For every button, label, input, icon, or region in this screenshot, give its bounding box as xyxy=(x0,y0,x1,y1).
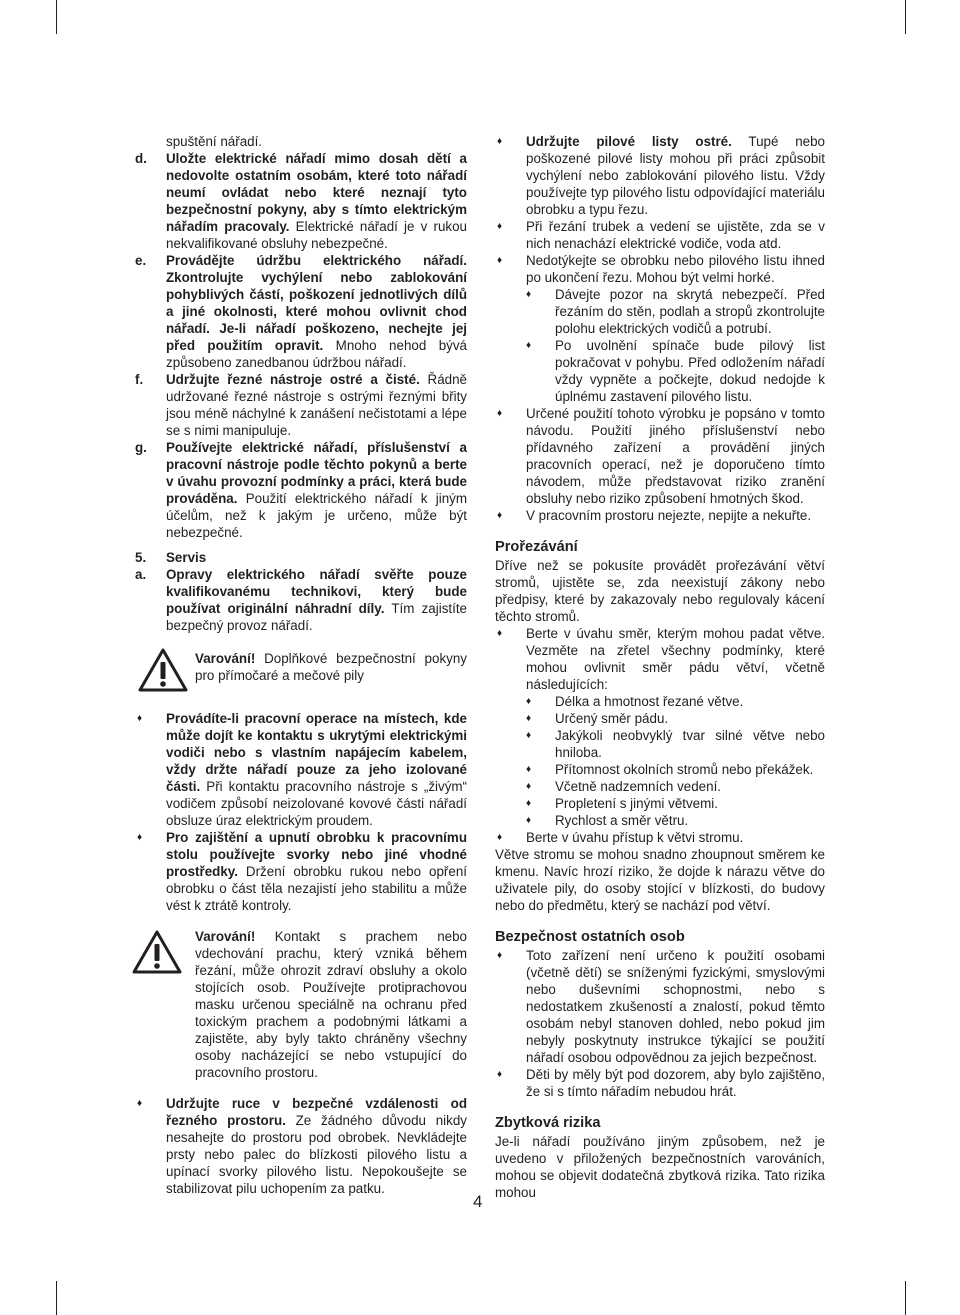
sub-bullet-item: ♦ Dávejte pozor na skrytá nebezpečí. Před řezáním do stěn, podlah a stropů zkontrolujte polohu elektrických vodičů a potrubí. xyxy=(526,287,825,336)
bullet-diamond-icon: ♦ xyxy=(497,950,503,961)
bullet-diamond-icon: ♦ xyxy=(497,136,503,147)
item-label: d. xyxy=(135,151,147,166)
section-servis xyxy=(135,549,467,566)
bullet-item: ♦ Určené použití tohoto výrobku je popsáno v tomto návodu. Použití jiného příslušenství nebo přídavného zařízení a provádění jiných pracovních operací, než je doporučeno tímto návodem, může představovat riziko zranění obsluhy nebo riziko způsobení hmotných škod. xyxy=(497,406,825,506)
bullet-diamond-icon: ♦ xyxy=(497,510,503,521)
crop-mark xyxy=(905,1281,906,1315)
bullet-diamond-icon: ♦ xyxy=(497,221,503,232)
bullet-diamond-icon: ♦ xyxy=(137,1098,143,1109)
warning-icon xyxy=(138,648,188,692)
bullet-diamond-icon: ♦ xyxy=(526,815,532,826)
bullet-item: ♦ Berte v úvahu směr, kterým mohou padat větve. Vezměte na zřetel všechny podmínky, které mohou ovlivnit směr pádu větví, včetně následujících: xyxy=(497,626,825,692)
bullet-diamond-icon: ♦ xyxy=(137,832,143,843)
bullet-diamond-icon: ♦ xyxy=(497,832,503,843)
right-column xyxy=(495,133,825,1201)
bullet-diamond-icon: ♦ xyxy=(526,696,532,707)
sub-bullet-item: ♦ Po uvolnění spínače bude pilový list pokračovat v pohybu. Před odložením nářadí vždy vypněte a počkejte, dokud nedojde k úplnému zastavení pilového listu. xyxy=(526,338,825,404)
bullet-item: ♦ Berte v úvahu přístup k větvi stromu. xyxy=(497,830,744,845)
warning-block: Varování! Kontakt s prachem nebo vdechování prachu, který vzniká během řezání, může ohrozit zdraví obsluhy a okolo stojících osob. Používejte protiprachovou masku určenou speciálně na ochranu před toxickým prachem a podobnými látkami a zajistěte, aby byly takto chráněny všechny osoby nacházející se nebo vstupující do pracovního prostoru. xyxy=(135,928,467,1081)
crop-mark xyxy=(905,0,906,34)
page-number: 4 xyxy=(473,1192,483,1211)
bullet-item: ♦ Pro zajištění a upnutí obrobku k pracovnímu stolu používejte svorky nebo jiné vhodné prostředky. Držení obrobku rukou nebo opření obrobku o část těla nezajistí jeho stabilitu a může vést k ztrátě kontroly. xyxy=(137,830,467,913)
section-title: Servis xyxy=(166,550,207,565)
section-heading: Zbytková rizika xyxy=(495,1115,601,1131)
bullet-diamond-icon: ♦ xyxy=(526,340,532,351)
bullet-item: ♦ Provádíte-li pracovní operace na místech, kde může dojít ke kontaktu s ukrytými elektrickými vodiči nebo s vlastním napájecím kabelem, vždy držte nářadí pouze za jeho izolované části. Při kontaktu pracovního nástroje s „živým“ vodičem způsobí neizolované kovové části nářadí obsluze úraz elektrickým proudem. xyxy=(137,711,467,828)
paragraph: Je-li nářadí používáno jiným způsobem, než je uvedeno v přiložených bezpečnostních varováních, mohou se objevit dodatečná zbytková rizika. Tato rizika mohou xyxy=(495,1134,825,1200)
bullet-diamond-icon: ♦ xyxy=(526,713,532,724)
bullet-diamond-icon: ♦ xyxy=(526,730,532,741)
bullet-diamond-icon: ♦ xyxy=(526,289,532,300)
bullet-diamond-icon: ♦ xyxy=(497,1069,503,1080)
crop-mark xyxy=(56,0,57,34)
bullet-item: ♦ Nedotýkejte se obrobku nebo pilového listu ihned po ukončení řezu. Mohou být velmi horké. xyxy=(497,253,825,285)
bullet-diamond-icon: ♦ xyxy=(137,713,143,724)
item-a: a. Opravy elektrického nářadí svěřte pouze kvalifikovanému technikovi, který bude používat originální náhradní díly. Tím zajistíte bezpečný provoz nářadí. xyxy=(135,567,467,633)
bullet-item: ♦ Udržujte pilové listy ostré. Tupé nebo poškozené pilové listy mohou při práci způsobit vychýlení nebo zablokování pilového listu. Vždy používejte typ pilového listu odpovídající materiálu obrobku a typu řezu. xyxy=(497,134,825,217)
bullet-item: ♦ Při řezání trubek a vedení se ujistěte, zda se v nich nenachází elektrické vodiče, voda atd. xyxy=(497,219,825,251)
item-label: a. xyxy=(135,567,147,582)
sub-bullet-item: ♦ Rychlost a směr větru. xyxy=(526,813,689,828)
item-d: d. Uložte elektrické nářadí mimo dosah dětí a nedovolte ostatním osobám, které toto nářadí neumí ovládat nebo které neznají tyto bezpečnostní pokyny, aby s tímto elektrickým nářadím pracovaly. Elektrické nářadí je v rukou nekvalifikované obsluhy nebezpečné. xyxy=(135,151,467,251)
bullet-item: ♦ Děti by měly být pod dozorem, aby bylo zajištěno, že si s tímto nářadím nebudou hrát. xyxy=(497,1067,825,1099)
bullet-diamond-icon: ♦ xyxy=(497,408,503,419)
sub-bullet-item: ♦ Určený směr pádu. xyxy=(526,711,669,726)
crop-mark xyxy=(56,1281,57,1315)
sub-bullet-item: ♦ Přítomnost okolních stromů nebo překážek. xyxy=(526,762,814,777)
section-heading: Bezpečnost ostatních osob xyxy=(495,929,685,945)
sub-bullet-list xyxy=(495,693,825,829)
sub-bullet-item: ♦ Jakýkoli neobvyklý tvar silné větve nebo hniloba. xyxy=(526,728,825,760)
item-f: f. Udržujte řezné nástroje ostré a čisté. Řádně udržované řezné nástroje s ostrými řeznými břity jsou méně náchylné k zanášení nečistotami a lépe se s nimi manipuluje. xyxy=(135,372,467,438)
paragraph: Větve stromu se mohou snadno zhoupnout směrem ke kmenu. Navíc hrozí riziko, že dojde k nárazu větve do uživatele pily, do osoby stojící v blízkosti, do budovy nebo do předmětu, který se nachází pod větví. xyxy=(495,847,825,913)
paragraph: Dříve než se pokusíte provádět prořezávání větví stromů, ujistěte se, zda neexistují zákony nebo předpisy, které by zakazovaly nebo regulovaly kácení těchto stromů. xyxy=(495,558,825,624)
section-heading: Prořezávání xyxy=(495,539,578,555)
section-number: 5. xyxy=(135,550,147,565)
sub-bullet-item: ♦ Délka a hmotnost řezané větve. xyxy=(526,694,744,709)
left-column xyxy=(135,133,467,1197)
item-label: f. xyxy=(135,372,144,387)
item-label: e. xyxy=(135,253,147,268)
bullet-diamond-icon: ♦ xyxy=(526,781,532,792)
intro-text: spuštění nářadí. xyxy=(166,134,263,149)
bullet-diamond-icon: ♦ xyxy=(526,764,532,775)
item-g: g. Používejte elektrické nářadí, příslušenství a pracovní nástroje podle těchto pokynů a berte v úvahu provozní podmínky a práci, která bude prováděna. Použití elektrického nářadí k jiným účelům, než k jakým je určeno, může být nebezpečné. xyxy=(135,440,467,540)
bullet-diamond-icon: ♦ xyxy=(497,628,503,639)
bullet-item: ♦ V pracovním prostoru nejezte, nepijte a nekuřte. xyxy=(497,508,812,523)
warning-block: Varování! Doplňkové bezpečnostní pokyny pro přímočaré a mečové pily xyxy=(135,650,467,694)
bullet-item: ♦ Toto zařízení není určeno k použití osobami (včetně dětí) se sníženými fyzickými, smyslovými nebo duševními schopnostmi, nebo s nedostatkem zkušeností a znalostí, pokud těmto osobám nebyl stanoven dohled, nebo pokud jim nebyly poskytnuty instrukce týkající se použití nářadí osobou odpovědnou za jejich bezpečnost. xyxy=(497,948,825,1065)
item-label: g. xyxy=(135,440,147,455)
bullet-diamond-icon: ♦ xyxy=(497,255,503,266)
bullet-item: ♦ Udržujte ruce v bezpečné vzdálenosti od řezného prostoru. Ze žádného důvodu nikdy nesahejte do prostoru pod obrobek. Nevkládejte prsty nebo palec do blízkosti pilového listu a upínací svorky pilového listu. Nepokoušejte se stabilizovat pilu uchopením za patku. xyxy=(137,1096,467,1196)
sub-bullet-item: ♦ Propletení s jinými větvemi. xyxy=(526,796,718,811)
item-e: e. Provádějte údržbu elektrického nářadí. Zkontrolujte vychýlení nebo zablokování pohyblivých částí, poškození jednotlivých dílů a jiné okolnosti, které mohou ovlivnit chod nářadí. Je-li nářadí poškozeno, nechejte jej před použitím opravit. Mnoho nehod bývá způsobeno zanedbanou údržbou nářadí. xyxy=(135,253,467,370)
warning-icon xyxy=(132,930,182,974)
sub-bullet-item: ♦ Včetně nadzemních vedení. xyxy=(526,779,722,794)
bullet-diamond-icon: ♦ xyxy=(526,798,532,809)
